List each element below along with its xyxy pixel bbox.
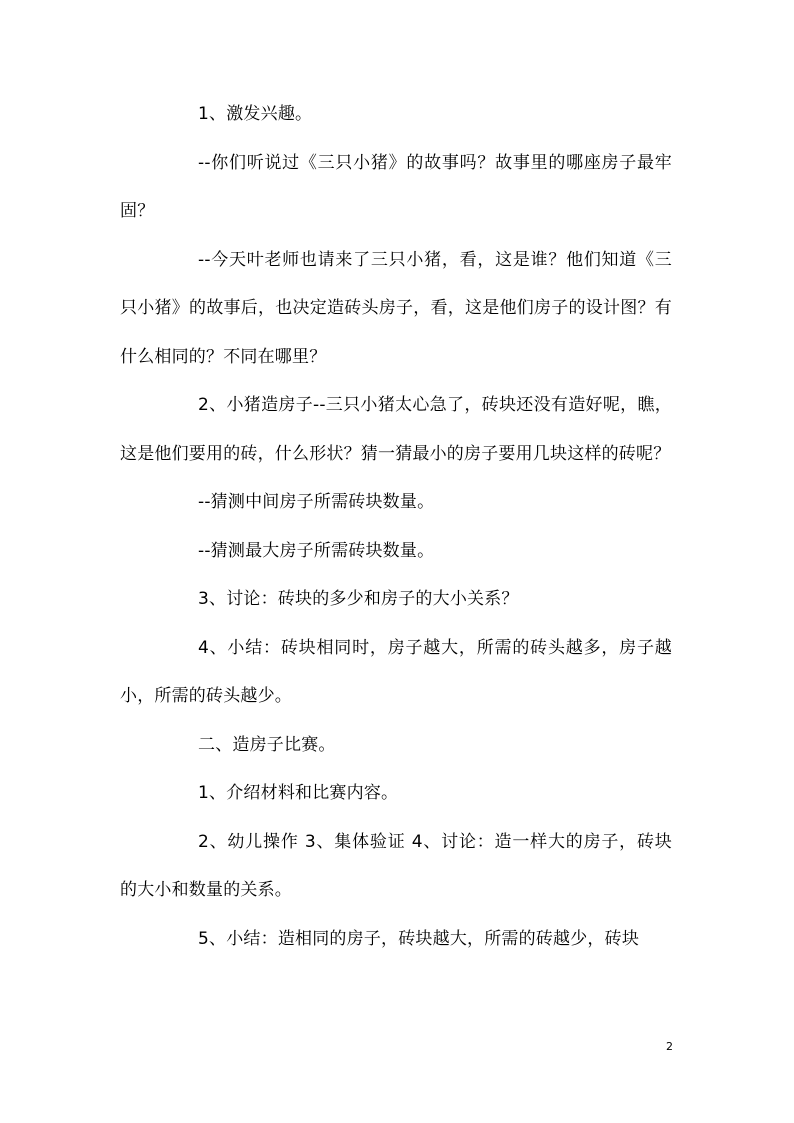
paragraph-12: 5、小结：造相同的房子，砖块越大，所需的砖越少，砖块 bbox=[198, 928, 640, 949]
paragraph-8: 4、小结：砖块相同时，房子越大，所需的砖头越多，房子越小，所需的砖头越少。 bbox=[120, 637, 672, 706]
paragraph-1: 1、激发兴趣。 bbox=[198, 104, 313, 124]
paragraph-5: --猜测中间房子所需砖块数量。 bbox=[198, 492, 435, 512]
paragraph-3: --今天叶老师也请来了三只小猪，看，这是谁？他们知道《三只小猪》的故事后，也决定造砖头房子，看，这是他们房子的设计图？有什么相同的？不同在哪里？ bbox=[120, 249, 672, 367]
page-number: 2 bbox=[666, 1040, 673, 1053]
paragraph-11: 2、幼儿操作 3、集体验证 4、讨论：造一样大的房子，砖块的大小和数量的关系。 bbox=[120, 831, 672, 900]
paragraph-10: 1、介绍材料和比赛内容。 bbox=[198, 783, 399, 803]
paragraph-7: 3、讨论：砖块的多少和房子的大小关系？ bbox=[198, 589, 519, 609]
paragraph-6: --猜测最大房子所需砖块数量。 bbox=[198, 540, 435, 561]
paragraph-4: 2、小猪造房子--三只小猪太心急了，砖块还没有造好呢，瞧，这是他们要用的砖，什么形状？猜一猜最小的房子要用几块这样的砖呢？ bbox=[120, 395, 672, 464]
document-body bbox=[120, 90, 672, 963]
paragraph-9: 二、造房子比赛。 bbox=[198, 734, 336, 755]
paragraph-2: --你们听说过《三只小猪》的故事吗？故事里的哪座房子最牢固？ bbox=[120, 152, 672, 221]
